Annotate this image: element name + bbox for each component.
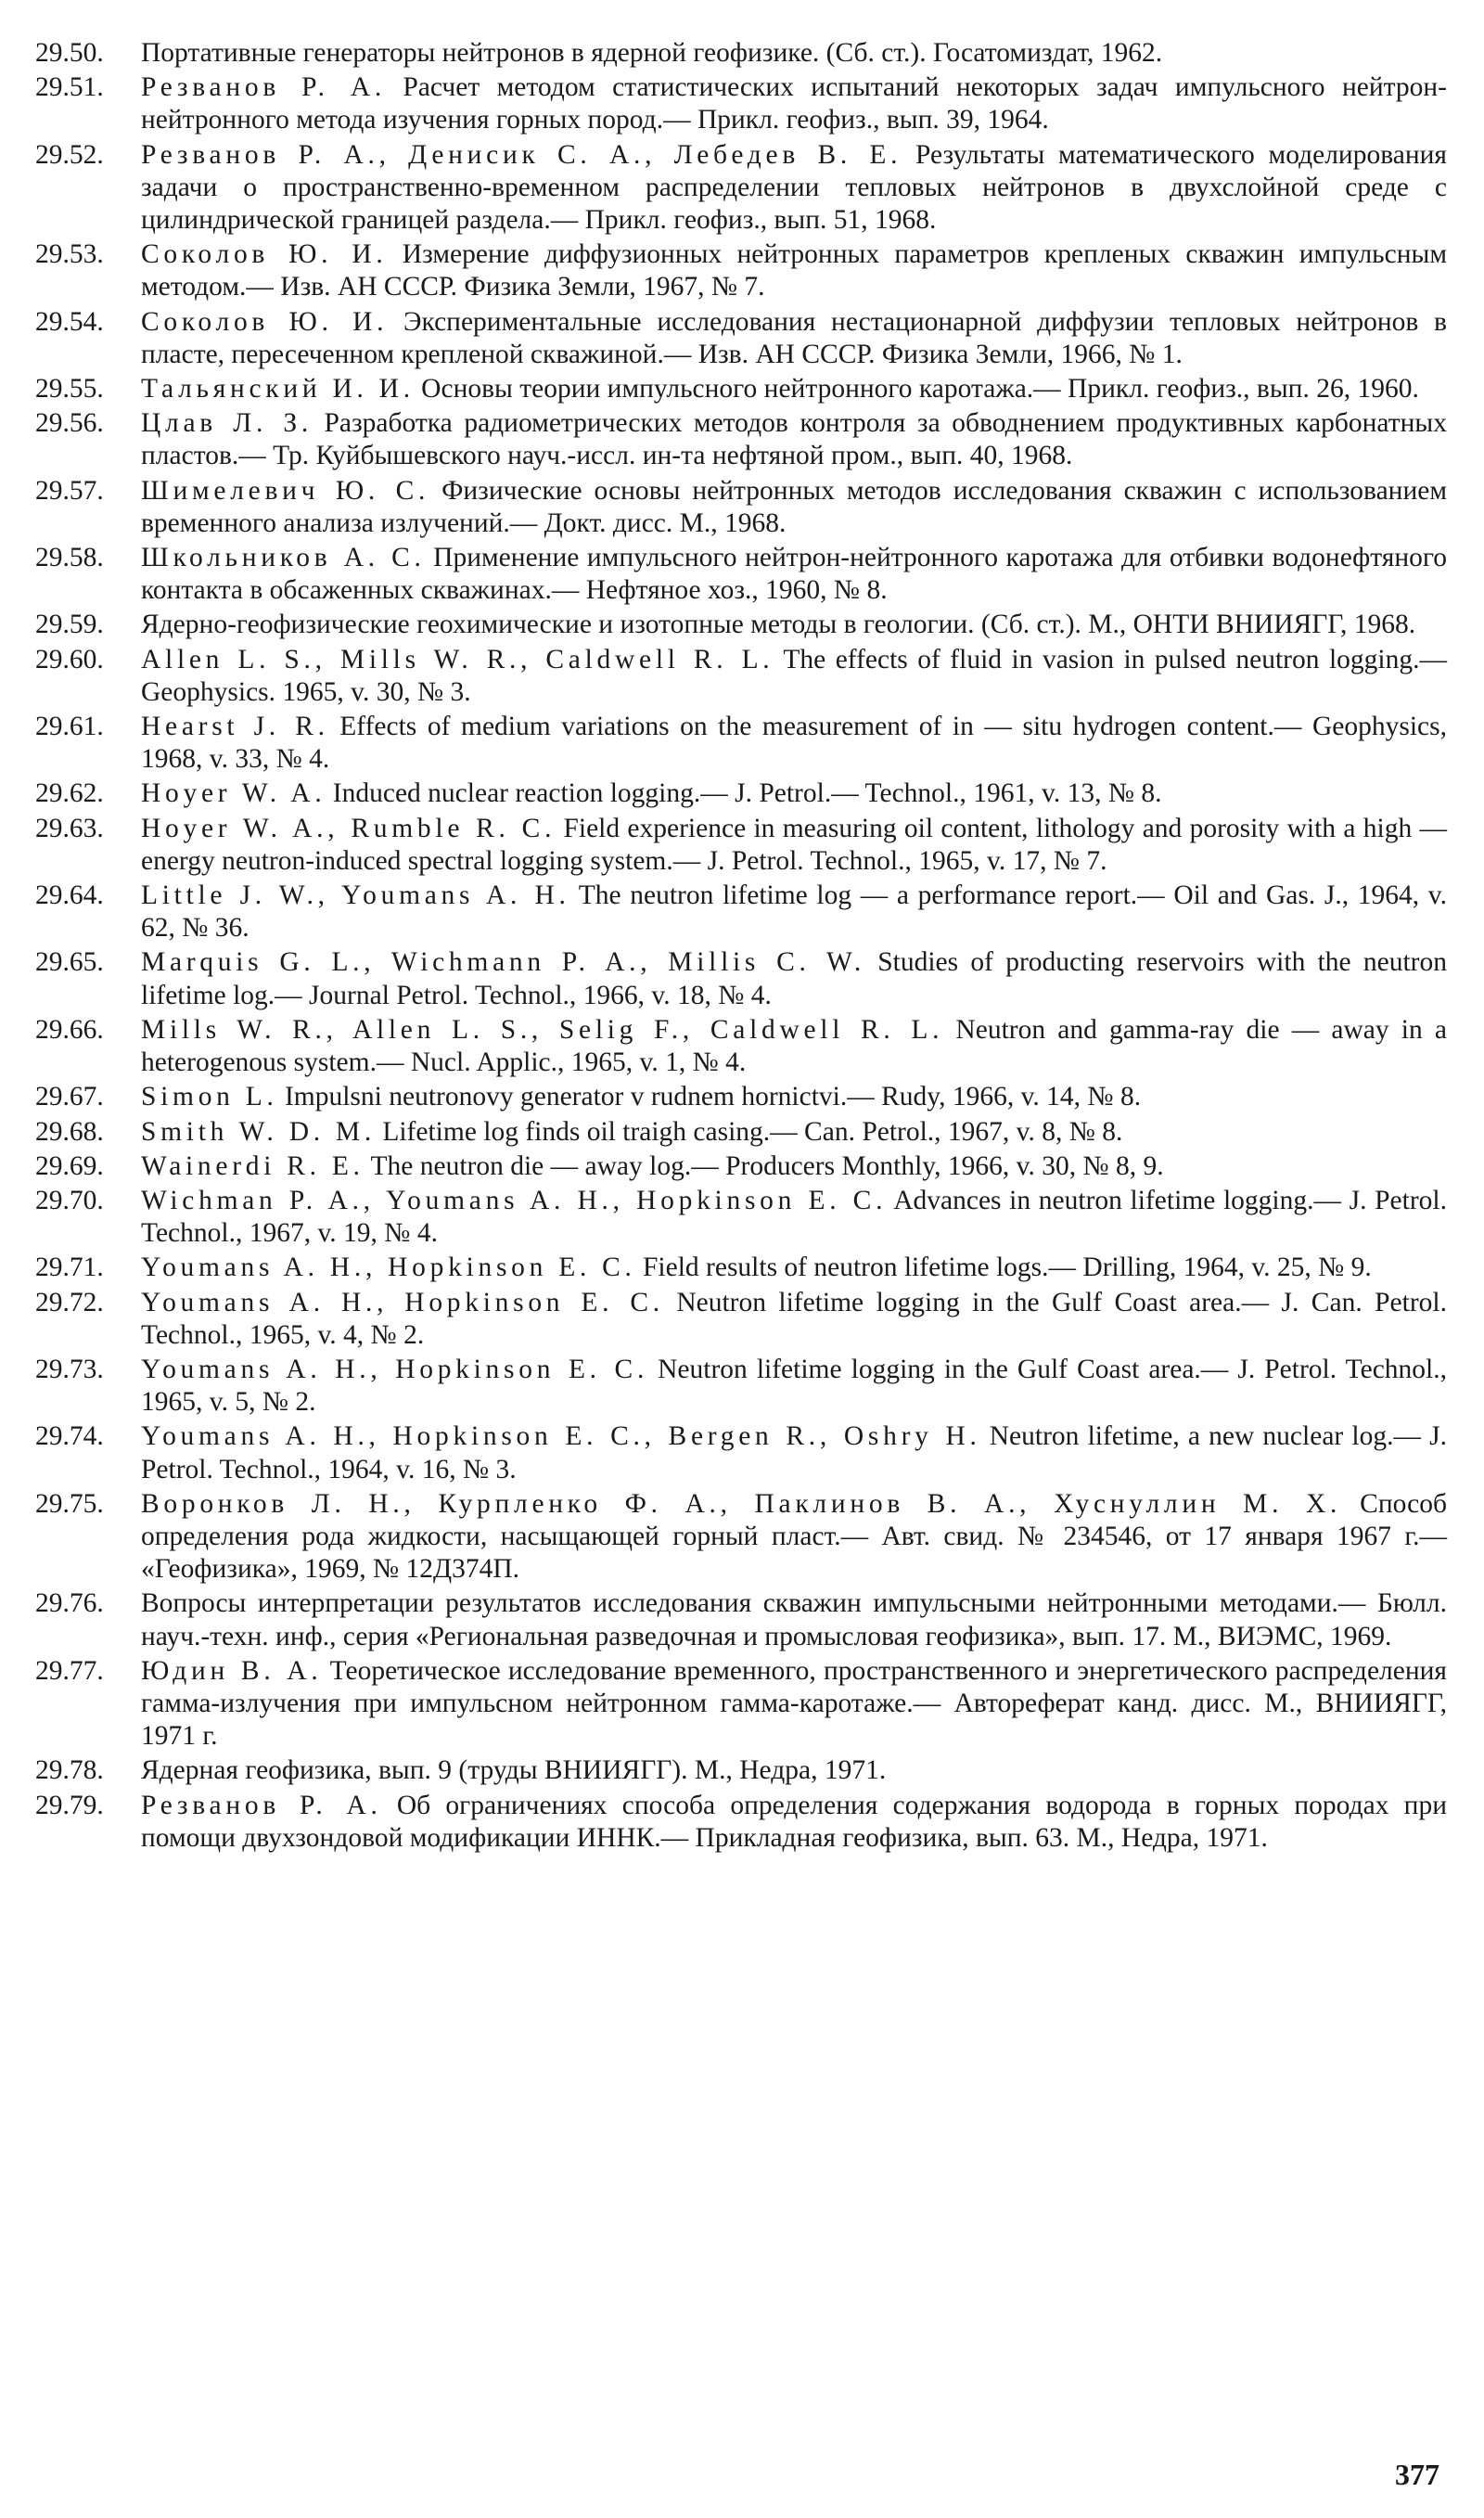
reference-body: The neutron die — away log.— Producers Monthly, 1966, v. 30, № 8, 9. [364, 1150, 1164, 1181]
reference-entry [35, 1754, 1447, 1787]
reference-number: 29.53. [35, 239, 104, 270]
reference-body: Advances in neutron lifetime logging.— J. Petrol. Technol., 1967, v. 19, № 4. [141, 1185, 1447, 1249]
reference-entry [35, 1150, 1447, 1183]
reference-number: 29.50. [35, 38, 104, 68]
reference-number: 29.75. [35, 1488, 104, 1519]
reference-text [141, 475, 1447, 540]
reference-number: 29.78. [35, 1755, 104, 1786]
reference-text [141, 1754, 1447, 1787]
reference-text [141, 238, 1447, 303]
reference-entry [35, 1287, 1447, 1352]
reference-text [141, 1014, 1447, 1079]
reference-body: The neutron lifetime log — a performance report.— Oil and Gas. J., 1964, v. 62, № 36. [141, 880, 1447, 944]
reference-number: 29.66. [35, 1014, 104, 1045]
reference-text [141, 813, 1447, 878]
reference-text [141, 1185, 1447, 1250]
reference-entry [35, 1587, 1447, 1652]
reference-author: Воронков Л. Н., Курпленко Ф. А., Паклинов В. А., Хуснуллин М. Х. [141, 1488, 1342, 1519]
reference-text [141, 1420, 1447, 1485]
reference-entry [35, 711, 1447, 776]
reference-list [35, 37, 1447, 1855]
reference-body: Экспериментальные исследования нестационарной диффузии тепловых нейтронов в пласте, пересеченном крепленой скважиной.— Изв. АН СССР. Физика Земли, 1966, № 1. [141, 306, 1447, 369]
reference-text [141, 946, 1447, 1011]
reference-author: Hoyer W. A., Rumble R. C. [141, 813, 556, 843]
reference-entry [35, 475, 1447, 540]
reference-entry [35, 1790, 1447, 1855]
reference-text [141, 1150, 1447, 1183]
reference-text [141, 1655, 1447, 1754]
reference-author: Marquis G. L., Wichmann P. A., Millis C. W. [141, 947, 865, 978]
reference-body: Field results of neutron lifetime logs.— Drilling, 1964, v. 25, № 9. [635, 1253, 1372, 1283]
reference-text [141, 880, 1447, 944]
reference-entry [35, 1420, 1447, 1485]
reference-body: Вопросы интерпретации результатов исследования скважин импульсными нейтронными методами.— Бюлл. науч.-техн. инф., серия «Региональная разведочная и промысловая геофизика», вып. 17. М., ВИЭМС, 1969. [141, 1588, 1447, 1651]
reference-body: Расчет методом статистических испытаний некоторых задач импульсного нейтрон-нейтронного метода изучения горных пород.— Прикл. геофиз., вып. 39, 1964. [141, 72, 1448, 135]
reference-entry [35, 1116, 1447, 1149]
reference-text [141, 1488, 1447, 1587]
reference-number: 29.57. [35, 475, 104, 506]
reference-body: Измерение диффузионных нейтронных параметров крепленых скважин импульсным методом.— Изв. АН СССР. Физика Земли, 1967, № 7. [141, 239, 1447, 302]
reference-entry [35, 946, 1447, 1011]
reference-body: Impulsni neutronovy generator v rudnem hornictvi.— Rudy, 1966, v. 14, № 8. [277, 1082, 1142, 1112]
reference-number: 29.64. [35, 880, 104, 911]
reference-author: Youmans A. H., Hopkinson E. C., Bergen R., Oshry H. [141, 1421, 981, 1452]
reference-author: Hoyer W. A. [141, 778, 326, 809]
reference-body: Физические основы нейтронных методов исследования скважин с использованием временного анализа излучений.— Докт. дисс. М., 1968. [141, 475, 1447, 538]
reference-author: Wichman P. A., Youmans A. H., Hopkinson E. C. [141, 1185, 888, 1215]
reference-author: Little J. W., Youmans A. H. [141, 880, 570, 911]
reference-body: Ядерно-геофизические геохимические и изотопные методы в геологии. (Сб. ст.). М., ОНТИ ВНИИЯГГ, 1968. [141, 610, 1416, 640]
reference-author: Allen L. S., Mills W. R., Caldwell R. L. [141, 644, 774, 674]
reference-number: 29.77. [35, 1655, 104, 1686]
reference-author: Резванов Р. А., Денисик С. А., Лебедев В. Е. [141, 139, 902, 170]
reference-body: Об ограничениях способа определения содержания водорода в горных породах при помощи двухзондовой модификации ИННК.— Прикладная геофизика, вып. 63. М., Недра, 1971. [141, 1790, 1448, 1853]
reference-entry [35, 139, 1447, 238]
reference-text [141, 1354, 1447, 1419]
reference-text [141, 609, 1447, 641]
reference-entry [35, 238, 1447, 303]
reference-body: Портативные генераторы нейтронов в ядерной геофизике. (Сб. ст.). Госатомиздат, 1962. [141, 38, 1163, 68]
reference-text [141, 1116, 1447, 1149]
reference-number: 29.61. [35, 712, 104, 742]
reference-author: Резванов Р. А. [141, 72, 386, 103]
reference-entry [35, 813, 1447, 878]
reference-body: Применение импульсного нейтрон-нейтронного каротажа для отбивки водонефтяного контакта в обсаженных скважинах.— Нефтяное хоз., 1960, № 8. [141, 543, 1448, 606]
reference-author: Smith W. D. M. [141, 1116, 376, 1147]
reference-number: 29.69. [35, 1150, 104, 1181]
reference-author: Youmans A. H., Hopkinson E. C. [141, 1354, 649, 1384]
reference-author: Hearst J. R. [141, 712, 329, 742]
reference-body: Способ определения рода жидкости, насыщающей горный пласт.— Авт. свид. № 234546, от 17 января 1967 г.— «Геофизика», 1969, № 12Д374П. [141, 1488, 1447, 1585]
reference-number: 29.56. [35, 408, 104, 439]
reference-text [141, 1081, 1447, 1113]
reference-entry [35, 1014, 1447, 1079]
page-number: 377 [1395, 2458, 1439, 2491]
reference-text [141, 777, 1447, 810]
reference-number: 29.52. [35, 139, 104, 170]
reference-number: 29.67. [35, 1082, 104, 1112]
reference-body: Neutron and gamma-ray die — away in a heterogenous system.— Nucl. Applic., 1965, v. 1, № 4. [141, 1014, 1447, 1078]
reference-number: 29.62. [35, 778, 104, 809]
reference-author: Mills W. R., Allen L. S., Selig F., Caldwell R. L. [141, 1014, 944, 1045]
reference-body: Теоретическое исследование временного, пространственного и энергетического распределения гамма-излучения при импульсном нейтронном гамма-каротаже.— Автореферат канд. дисс. М., ВНИИЯГГ, 1971 г. [141, 1655, 1447, 1752]
reference-entry [35, 542, 1447, 607]
reference-body: Studies of producting reservoirs with the neutron lifetime log.— Journal Petrol. Technol., 1966, v. 18, № 4. [141, 947, 1447, 1010]
reference-body: Основы теории импульсного нейтронного каротажа.— Прикл. геофиз., вып. 26, 1960. [414, 374, 1419, 405]
reference-text [141, 71, 1447, 136]
reference-number: 29.65. [35, 947, 104, 978]
reference-text [141, 711, 1447, 776]
reference-entry [35, 777, 1447, 810]
reference-entry [35, 1081, 1447, 1113]
reference-text [141, 542, 1447, 607]
reference-text [141, 1252, 1447, 1284]
reference-author: Шимелевич Ю. С. [141, 475, 430, 506]
reference-author: Юдин В. А. [141, 1655, 323, 1686]
reference-number: 29.63. [35, 813, 104, 843]
reference-body: Neutron lifetime logging in the Gulf Coast area.— J. Petrol. Technol., 1965, v. 5, № 2. [141, 1354, 1447, 1418]
reference-body: Разработка радиометрических методов контроля за обводнением продуктивных карбонатных пластов.— Тр. Куйбышевского науч.-иссл. ин-та нефтяной пром., вып. 40, 1968. [141, 408, 1447, 471]
reference-entry [35, 373, 1447, 405]
reference-entry [35, 71, 1447, 136]
reference-author: Wainerdi R. E. [141, 1150, 365, 1181]
reference-number: 29.73. [35, 1354, 104, 1384]
reference-number: 29.51. [35, 72, 104, 103]
reference-text [141, 407, 1447, 472]
reference-author: Соколов Ю. И. [141, 306, 389, 337]
reference-text [141, 1790, 1447, 1855]
reference-number: 29.68. [35, 1116, 104, 1147]
reference-entry [35, 1252, 1447, 1284]
reference-body: Lifetime log finds oil traigh casing.— Can. Petrol., 1967, v. 8, № 8. [375, 1116, 1123, 1147]
reference-entry [35, 1655, 1447, 1754]
reference-entry [35, 306, 1447, 371]
reference-entry [35, 1185, 1447, 1250]
reference-author: Школьников А. С. [141, 543, 426, 573]
reference-entry [35, 407, 1447, 472]
reference-body: Neutron lifetime, a new nuclear log.— J. Petrol. Technol., 1964, v. 16, № 3. [141, 1421, 1447, 1484]
reference-number: 29.59. [35, 610, 104, 640]
reference-number: 29.60. [35, 644, 104, 674]
reference-author: Резванов Р. А. [141, 1790, 382, 1820]
reference-author: Цлав Л. З. [141, 408, 313, 439]
reference-number: 29.54. [35, 306, 104, 337]
reference-number: 29.76. [35, 1588, 104, 1619]
reference-entry [35, 37, 1447, 70]
reference-author: Youmans A. H., Hopkinson E. C. [141, 1253, 636, 1283]
reference-body: Effects of medium variations on the measurement of in — situ hydrogen content.— Geophysics, 1968, v. 33, № 4. [141, 712, 1447, 775]
reference-number: 29.55. [35, 374, 104, 405]
reference-entry [35, 644, 1447, 709]
reference-body: Результаты математического моделирования задачи о пространственно-временном распределении тепловых нейтронов в двухслойной среде с цилиндрической границей раздела.— Прикл. геофиз., вып. 51, 1968. [141, 139, 1447, 236]
reference-body: Induced nuclear reaction logging.— J. Petrol.— Technol., 1961, v. 13, № 8. [326, 778, 1162, 809]
reference-body: Field experience in measuring oil content, lithology and porosity with a high — energy neutron-induced spectral logging system.— J. Petrol. Technol., 1965, v. 17, № 7. [141, 813, 1447, 876]
reference-body: The effects of fluid in vasion in pulsed neutron logging.— Geophysics. 1965, v. 30, № 3. [141, 644, 1447, 707]
reference-author: Simon L. [141, 1082, 278, 1112]
reference-body: Neutron lifetime logging in the Gulf Coast area.— J. Can. Petrol. Technol., 1965, v. 4, № 2. [141, 1287, 1447, 1350]
reference-entry [35, 880, 1447, 944]
reference-text [141, 644, 1447, 709]
reference-number: 29.58. [35, 543, 104, 573]
reference-author: Youmans A. H., Hopkinson E. C. [141, 1287, 664, 1317]
reference-number: 29.74. [35, 1421, 104, 1452]
reference-author: Соколов Ю. И. [141, 239, 388, 270]
reference-text [141, 139, 1447, 238]
reference-entry [35, 1354, 1447, 1419]
reference-text [141, 306, 1447, 371]
reference-body: Ядерная геофизика, вып. 9 (труды ВНИИЯГГ). М., Недра, 1971. [141, 1755, 887, 1786]
reference-author: Тальянский И. И. [141, 374, 415, 405]
reference-number: 29.79. [35, 1790, 104, 1820]
reference-number: 29.70. [35, 1185, 104, 1215]
reference-text [141, 1587, 1447, 1652]
reference-text [141, 1287, 1447, 1352]
reference-text [141, 37, 1447, 70]
reference-entry [35, 609, 1447, 641]
reference-number: 29.71. [35, 1253, 104, 1283]
reference-entry [35, 1488, 1447, 1587]
reference-text [141, 373, 1447, 405]
reference-number: 29.72. [35, 1287, 104, 1317]
